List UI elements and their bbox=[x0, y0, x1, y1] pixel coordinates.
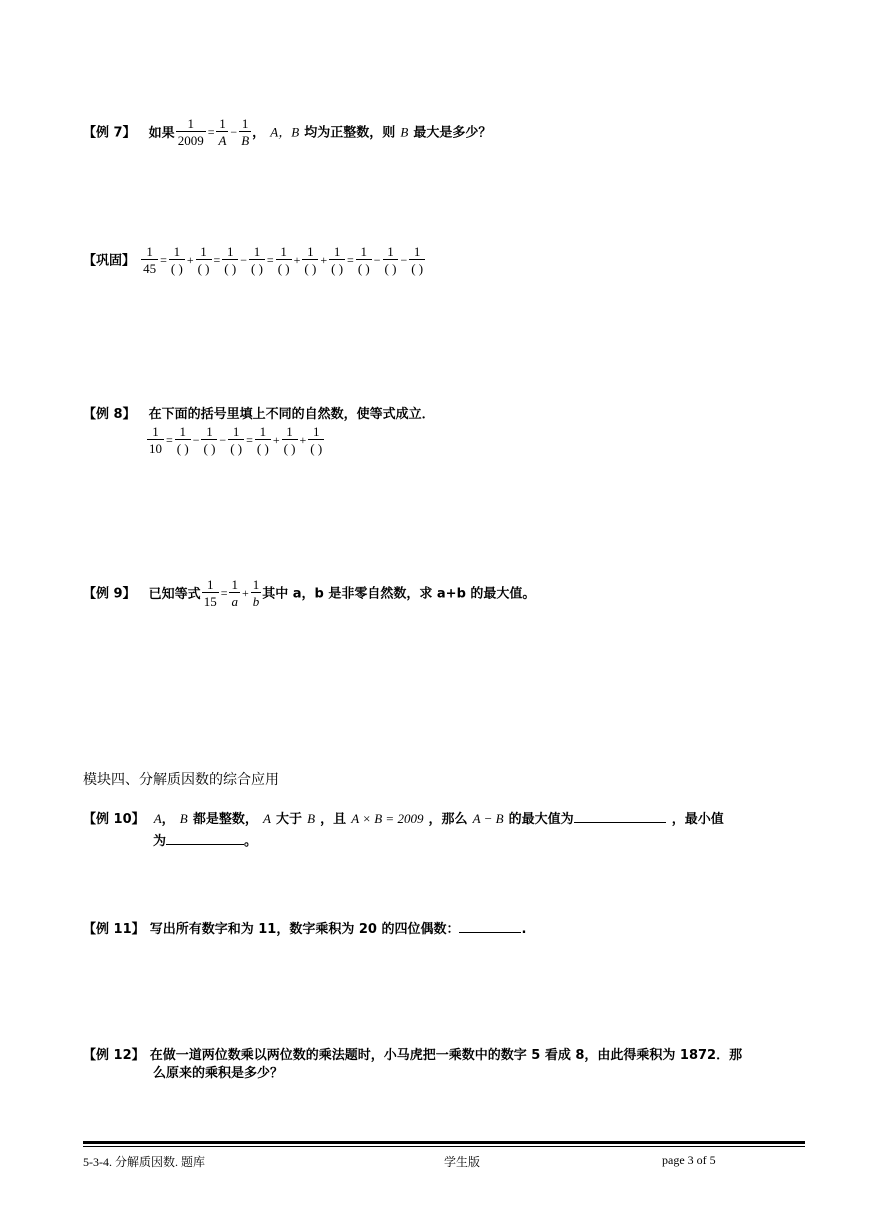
fraction: $\frac{1}{( )}$ bbox=[357, 244, 370, 276]
example-12-line2: 么原来的乘积是多少？ bbox=[153, 1066, 284, 1081]
fraction: $\frac{1}{( )}$ bbox=[411, 244, 424, 276]
fraction: $\frac{1}{( )}$ bbox=[384, 244, 397, 276]
text: . bbox=[521, 922, 527, 937]
example-7-label: 【例 7】 bbox=[83, 125, 136, 141]
example-10-label: 【例 10】 bbox=[83, 812, 145, 827]
example-8-equation bbox=[146, 424, 325, 456]
plus-sign: + bbox=[241, 585, 249, 600]
consolidate-label: 【巩固】 bbox=[83, 253, 136, 269]
footer-right: page 3 of 5 bbox=[662, 1153, 716, 1167]
equals-sign: = bbox=[160, 252, 167, 267]
comma: ， bbox=[252, 125, 266, 141]
example-12-label: 【例 12】 bbox=[83, 1048, 145, 1063]
example-9 bbox=[83, 577, 535, 609]
module-title: 模块四、分解质因数的综合应用 bbox=[83, 772, 279, 788]
var-b: B bbox=[179, 811, 188, 826]
minus-sign: − bbox=[192, 432, 200, 447]
equals-sign: = bbox=[266, 252, 274, 267]
fraction: $\frac{1}{( )}$ bbox=[283, 424, 296, 456]
minus-sign: − bbox=[230, 124, 238, 139]
minus-sign: − bbox=[373, 252, 381, 267]
fraction: $\frac{1}{( )}$ bbox=[251, 244, 263, 276]
fraction: $\frac{1}{( )}$ bbox=[203, 424, 216, 456]
text: ，且 bbox=[320, 812, 347, 827]
answer-blank[interactable] bbox=[459, 932, 521, 933]
plus-sign: + bbox=[272, 432, 280, 447]
plus-sign: + bbox=[299, 432, 307, 447]
text: 的最大值为 bbox=[508, 812, 574, 827]
example-11-text: 写出所有数字和为 11，数字乘积为 20 的四位偶数： bbox=[149, 922, 460, 937]
consolidate bbox=[83, 244, 426, 276]
text: ，最小值 bbox=[671, 812, 724, 827]
example-12 bbox=[83, 1044, 742, 1063]
footer-rule-thick bbox=[83, 1141, 805, 1144]
fraction: $\frac{1}{( )}$ bbox=[310, 424, 323, 456]
text: 为 bbox=[153, 834, 167, 849]
fraction: $\frac{1}{B}$ bbox=[241, 116, 250, 148]
plus-sign: + bbox=[186, 252, 194, 267]
example-9-label: 【例 9】 bbox=[83, 586, 136, 602]
example-7-vars: A，B bbox=[270, 124, 300, 140]
footer-rule-thin bbox=[83, 1146, 805, 1147]
text: 。 bbox=[244, 834, 258, 849]
comma: ， bbox=[161, 812, 175, 827]
fraction: $\frac{1}{A}$ bbox=[218, 116, 227, 148]
example-8-label: 【例 8】 bbox=[83, 407, 136, 422]
var-b: B bbox=[307, 811, 316, 826]
example-8-text: 在下面的括号里填上不同的自然数，使等式成立． bbox=[148, 407, 435, 422]
example-10 bbox=[83, 808, 805, 827]
footer-center: 学生版 bbox=[444, 1155, 481, 1169]
example-11 bbox=[83, 918, 526, 937]
fraction: $\frac{1}{45}$ bbox=[143, 244, 157, 276]
fraction: $\frac{1}{( )}$ bbox=[277, 244, 290, 276]
var-a: A bbox=[262, 811, 271, 826]
example-12-line1: 在做一道两位数乘以两位数的乘法题时，小马虎把一乘数中的数字 5 看成 8，由此得乘积为 1872．那 bbox=[149, 1048, 743, 1063]
fraction: $\frac{1}{b}$ bbox=[252, 577, 260, 609]
answer-blank[interactable] bbox=[574, 822, 666, 823]
example-7-tail1: 均为正整数，则 bbox=[304, 125, 396, 141]
example-9-tail: 其中 a，b 是非零自然数，求 a+b 的最大值。 bbox=[262, 586, 536, 602]
example-7-var-b: B bbox=[400, 124, 409, 140]
fraction: $\frac{1}{a}$ bbox=[231, 577, 238, 609]
example-7-tail2: 最大是多少？ bbox=[413, 125, 492, 141]
fraction: $\frac{1}{2009}$ bbox=[177, 116, 204, 148]
example-9-prefix: 已知等式 bbox=[148, 586, 201, 602]
minus-sign: − bbox=[219, 432, 227, 447]
fraction: $\frac{1}{( )}$ bbox=[256, 424, 269, 456]
fraction: $\frac{1}{10}$ bbox=[149, 424, 162, 456]
text: ，那么 bbox=[428, 812, 468, 827]
equals-sign: = bbox=[347, 252, 354, 267]
fraction: $\frac{1}{( )}$ bbox=[331, 244, 344, 276]
answer-blank[interactable] bbox=[166, 844, 244, 845]
fraction: $\frac{1}{( )}$ bbox=[170, 244, 183, 276]
text: 都是整数， bbox=[192, 812, 258, 827]
fraction: $\frac{1}{( )}$ bbox=[197, 244, 210, 276]
equals-sign: = bbox=[213, 252, 221, 267]
expression: A × B = 2009 bbox=[351, 811, 424, 826]
text: 大于 bbox=[275, 812, 302, 827]
var-a: A bbox=[153, 811, 162, 826]
fraction: $\frac{1}{( )}$ bbox=[230, 424, 243, 456]
plus-sign: + bbox=[293, 252, 301, 267]
fraction: $\frac{1}{( )}$ bbox=[304, 244, 317, 276]
example-7 bbox=[83, 116, 491, 148]
example-11-label: 【例 11】 bbox=[83, 922, 145, 937]
example-10-line2 bbox=[153, 830, 257, 849]
expression: A − B bbox=[472, 811, 504, 826]
equals-sign: = bbox=[207, 124, 215, 139]
fraction: $\frac{1}{15}$ bbox=[203, 577, 217, 609]
equals-sign: = bbox=[220, 585, 228, 600]
fraction: $\frac{1}{( )}$ bbox=[176, 424, 189, 456]
footer-left: 5-3-4. 分解质因数. 题库 bbox=[83, 1155, 205, 1169]
minus-sign: − bbox=[240, 252, 247, 267]
fraction: $\frac{1}{( )}$ bbox=[224, 244, 237, 276]
consolidate-equation bbox=[140, 244, 426, 276]
example-8 bbox=[83, 403, 435, 422]
plus-sign: + bbox=[320, 252, 328, 267]
minus-sign: − bbox=[400, 252, 408, 267]
example-7-prefix: 如果 bbox=[148, 125, 175, 141]
equals-sign: = bbox=[246, 432, 253, 447]
equals-sign: = bbox=[166, 432, 173, 447]
